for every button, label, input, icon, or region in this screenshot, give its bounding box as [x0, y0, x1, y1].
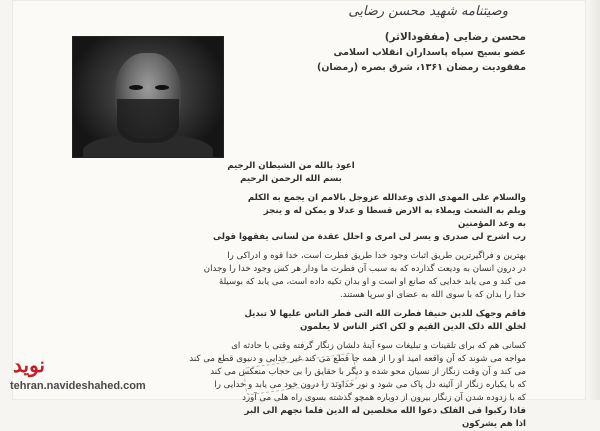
arabic-line-2: ویلم به الشعث ویملاء به الارض قسطا و عدلا و یمکن له و ینجز: [263, 206, 526, 216]
basmala-line-2: بسم الله الرحمن الرحیم: [240, 174, 342, 184]
scan-edge-shadow: [588, 0, 600, 400]
header-line-missing-date: مفقودیت رمضان ۱۳۶۱، شرق بصره (رمضان): [316, 62, 526, 73]
watermark-logo-icon: نوید: [13, 353, 45, 377]
persian-p2-line-4: که با یکباره زنگار از آئینه دل پاک می شود و نور خداوند را درون خود می یابد و خدایی را: [214, 380, 526, 390]
basmala-line-1: اعوذ بالله من الشیطان الرجیم: [227, 161, 355, 171]
persian-p1-line-3: می کند و می یابد خدایی که صانع او است و او بدان تکیه داده است، می یابد که بوسیلهٔ: [218, 277, 526, 287]
watermark-url: tehran.navideshahed.com: [10, 380, 146, 392]
handwritten-title: وصیتنامه شهید محسن رضایی: [348, 4, 508, 19]
persian-p1-line-2: در درون انسان به ودیعت گذارده که به سبب آن فطرت ما ودار هر کس وجود خدا را وجدان: [203, 264, 526, 274]
persian-p2-line-1: کسانی هم که برای تلقینات و تبلیغات سوء آینهٔ دلشان زنگار گرفته وقتی با حادثه ای: [231, 341, 526, 351]
persian-p2-line-5: که با زدوده شدن آن زنگار بیرون از دوباره همچو گذشته بسوی راه هلی می آورد: [242, 393, 526, 403]
closing-verse-line-1: فاذا رکبوا فی الفلک دعوا الله مخلصین له الدین فلما نجهم الی البر: [244, 406, 526, 416]
arabic-line-3: به وعد المؤمنین: [458, 219, 526, 229]
header-line-name: محسن رضایی (مفقودالاثر): [384, 31, 526, 43]
persian-p2-line-2: مواجه می شوند که آن واقعه امید او را از همه جا قطع می کند غیر خدایی و دنیوی قطع می کند: [189, 354, 526, 364]
site-watermark: [6, 348, 196, 396]
header-line-membership: عضو بسیج سپاه پاسداران انقلاب اسلامی: [333, 47, 526, 58]
portrait-eye-left: [129, 85, 143, 90]
scanned-document-page: [12, 0, 586, 429]
quran-verse-line-1: فاقم وجهک للدین حنیفا فطرت الله التی فطر الناس علیها لا تبدیل: [244, 309, 526, 319]
arabic-line-4: رب اشرح لی صدری و یسر لی امری و احلل عقدة من لسانی یفقهوا قولی: [213, 232, 526, 242]
martyr-portrait-photo: [72, 36, 224, 158]
arabic-line-1: والسلام علی المهدی الذی وعدالله عزوجل بالامم ان یجمع به الکلم: [247, 193, 526, 203]
document-header: [226, 30, 526, 75]
portrait-eye-right: [155, 85, 169, 90]
persian-p1-line-4: خدا را بدان که با سوی الله به عضای او سرپا هستند.: [340, 290, 526, 300]
closing-verse-line-2: اذا هم یشرکون: [461, 419, 526, 429]
quran-verse-line-2: لخلق الله ذلک الدین القیم و لکن اکثر الناس لا یعلمون: [300, 322, 526, 332]
persian-p2-line-3: می کند و آن وقت زنگار از نسیان محو شده و دیگر با حقایق را بی حجاب منعکس می کند: [210, 367, 526, 377]
portrait-beard: [117, 99, 179, 143]
persian-p1-line-1: بهترین و فراگیرترین طریق اثبات وجود خدا طریق فطرت است، خدا قوه و ادراکی را: [227, 251, 526, 261]
